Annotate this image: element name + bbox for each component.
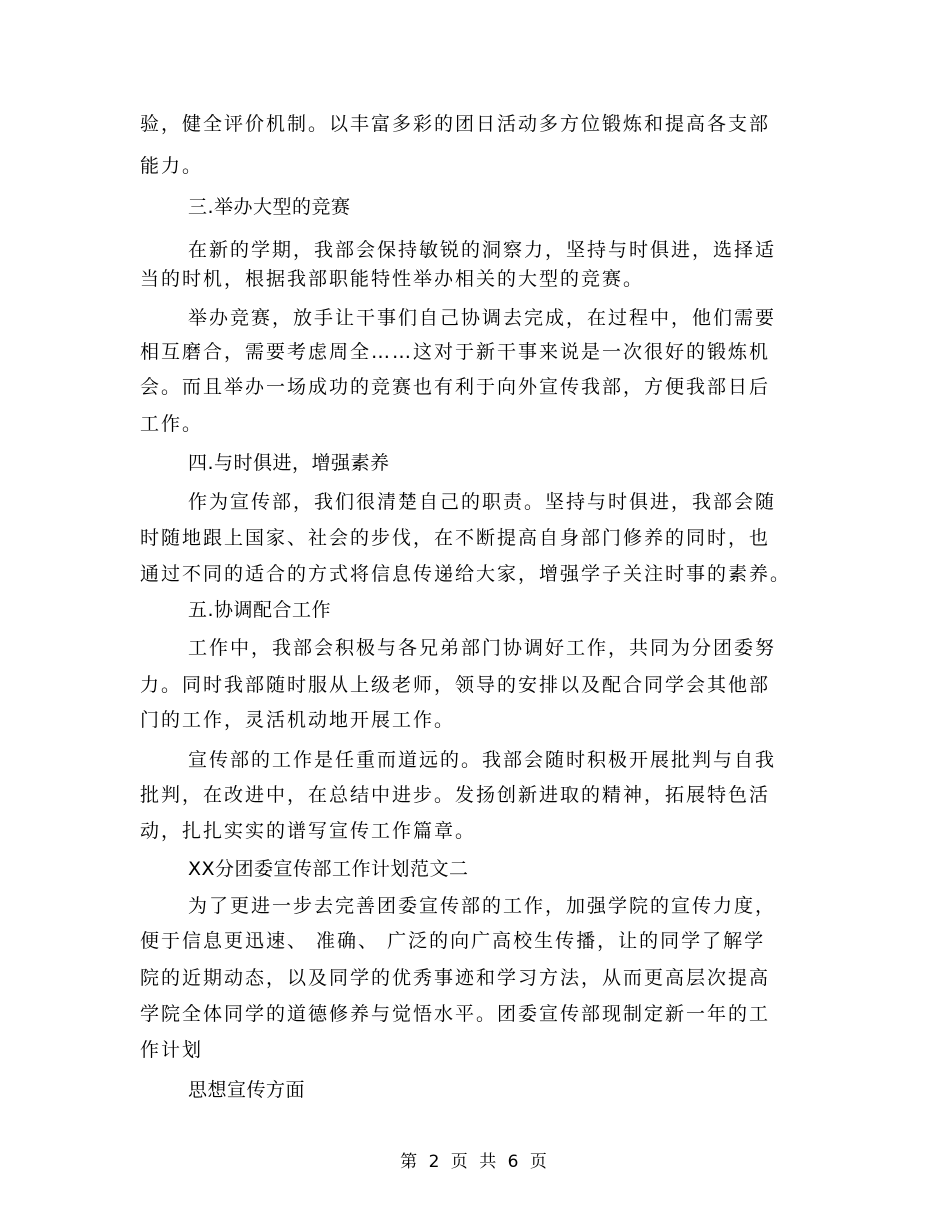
text-line: 动，扎扎实实的谱写宣传工作篇章。 bbox=[140, 820, 477, 842]
text-line: 门的工作，灵活机动地开展工作。 bbox=[140, 709, 456, 731]
text-line: 时随地跟上国家、社会的步伐，在不断提高自身部门修养的同时，也 bbox=[140, 527, 771, 549]
section-heading: 三.举办大型的竞赛 bbox=[188, 196, 351, 218]
text-line: 举办竞赛，放手让干事们自己协调去完成，在过程中，他们需要 bbox=[188, 307, 777, 329]
text-line: 相互磨合，需要考虑周全……这对于新干事来说是一次很好的锻炼机 bbox=[140, 341, 771, 363]
text-line: 院的近期动态，以及同学的优秀事迹和学习方法，从而更高层次提高 bbox=[140, 967, 771, 989]
text-line: 通过不同的适合的方式将信息传递给大家，增强学子关注时事的素养。 bbox=[140, 563, 792, 585]
text-line: 宣传部的工作是任重而道远的。我部会随时积极开展批判与自我 bbox=[188, 749, 777, 771]
text-line: 能力。 bbox=[140, 155, 204, 177]
text-line: 便于信息更迅速、 准确、 广泛的向广高校生传播，让的同学了解学 bbox=[140, 930, 766, 952]
text-line: 当的时机，根据我部职能特性举办相关的大型的竞赛。 bbox=[140, 268, 645, 290]
text-line: 工作。 bbox=[140, 413, 204, 435]
text-line: 批判，在改进中，在总结中进步。发扬创新进取的精神，拓展特色活 bbox=[140, 784, 771, 806]
section-heading: 五.协调配合工作 bbox=[188, 599, 332, 621]
text-line: 验，健全评价机制。以丰富多彩的团日活动多方位锻炼和提高各支部 bbox=[140, 113, 771, 135]
text-line: 学院全体同学的道德修养与觉悟水平。团委宣传部现制定新一年的工 bbox=[140, 1003, 771, 1025]
section-heading: 思想宣传方面 bbox=[188, 1079, 306, 1101]
section-heading: 四.与时俱进，增强素养 bbox=[188, 452, 390, 474]
text-line: 为了更进一步去完善团委宣传部的工作，加强学院的宣传力度， bbox=[188, 895, 777, 917]
text-line: 力。同时我部随时服从上级老师，领导的安排以及配合同学会其他部 bbox=[140, 674, 771, 696]
page-footer: 第 2 页 共 6 页 bbox=[400, 1152, 550, 1172]
text-line: 作为宣传部，我们很清楚自己的职责。坚持与时俱进，我部会随 bbox=[188, 491, 777, 513]
text-line: 作计划 bbox=[140, 1039, 204, 1061]
text-line: 在新的学期，我部会保持敏锐的洞察力，坚持与时俱进，选择适 bbox=[188, 239, 777, 261]
text-line: 会。而且举办一场成功的竞赛也有利于向外宣传我部，方便我部日后 bbox=[140, 376, 771, 398]
text-line: 工作中，我部会积极与各兄弟部门协调好工作，共同为分团委努 bbox=[188, 637, 777, 659]
section-heading: XX分团委宣传部工作计划范文二 bbox=[188, 858, 469, 880]
